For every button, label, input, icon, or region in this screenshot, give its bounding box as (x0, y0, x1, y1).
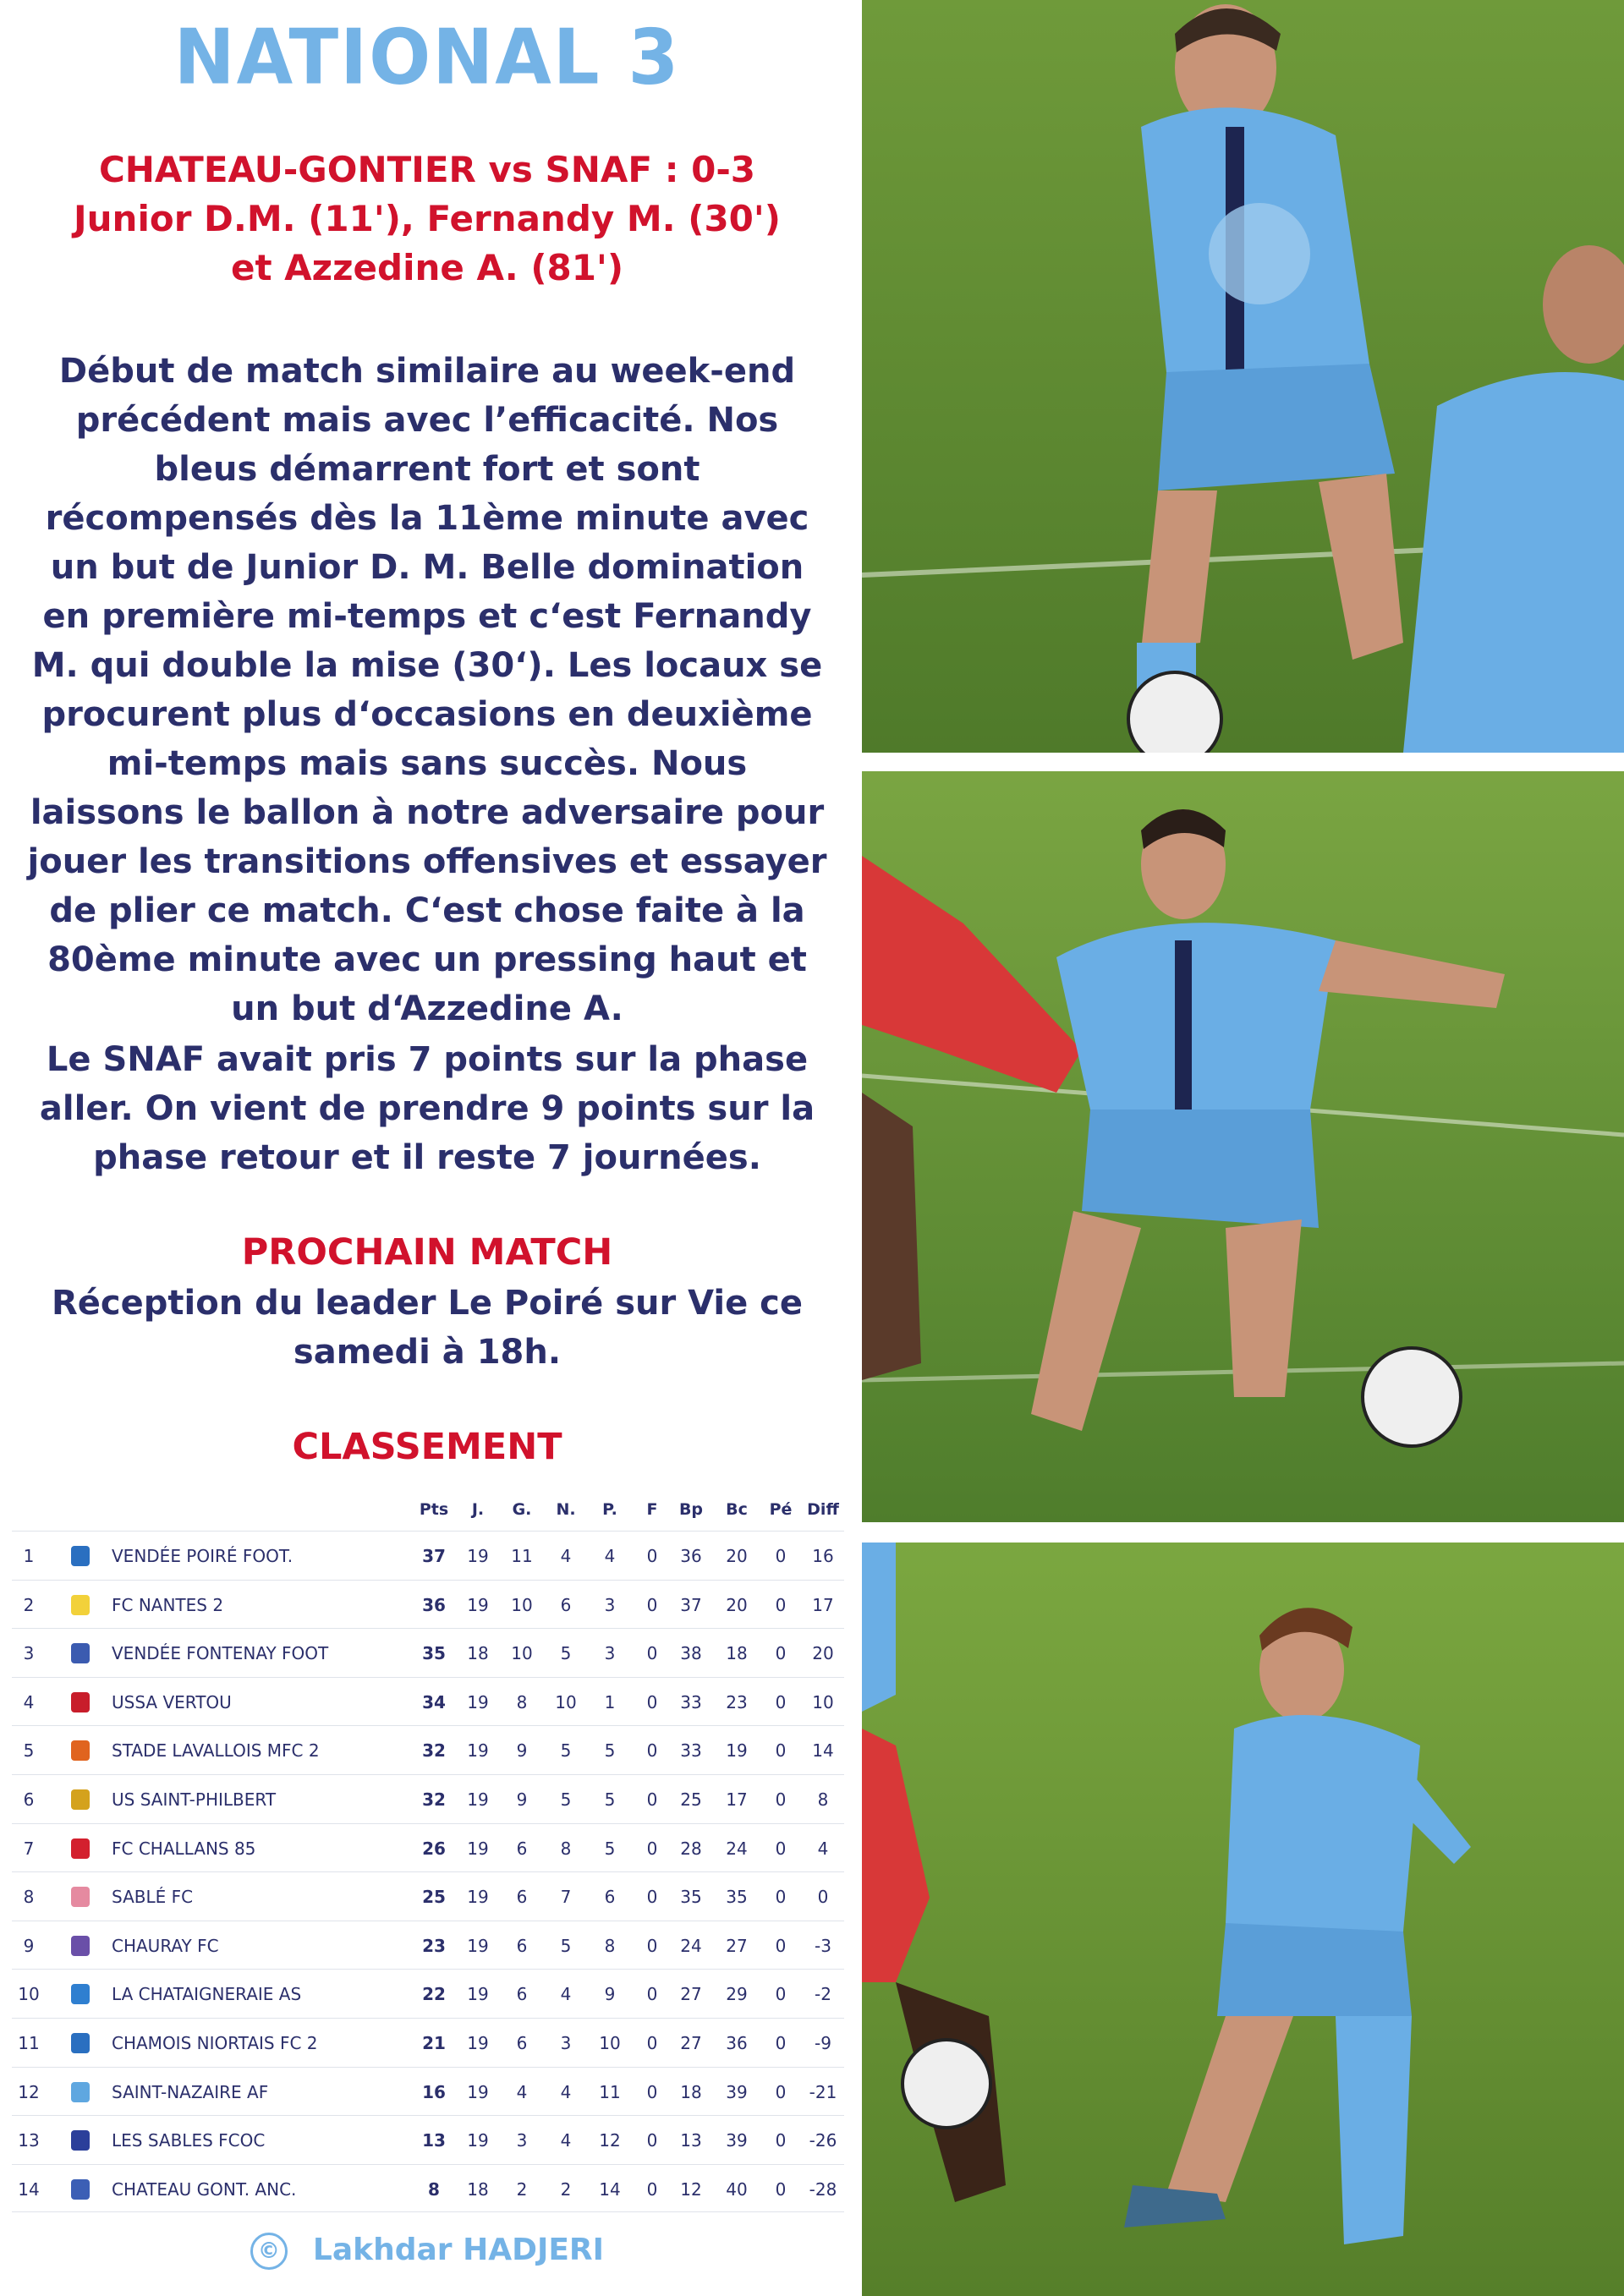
table-row (12, 1969, 844, 2018)
stat-cell-n: 6 (560, 1594, 572, 1615)
team-name-cell: VENDÉE POIRÉ FOOT. (112, 1546, 294, 1566)
stat-cell-n: 4 (560, 2081, 572, 2102)
stat-cell-pts: 8 (428, 2178, 440, 2200)
stat-cell-bc: 39 (726, 2130, 748, 2151)
rank-cell: 5 (23, 1740, 35, 1762)
stat-cell-bc: 20 (726, 1594, 748, 1615)
stat-cell-pe: 0 (775, 1984, 787, 2005)
team-name-cell: CHATEAU GONT. ANC. (112, 2178, 297, 2200)
stat-cell-diff: -26 (809, 2130, 837, 2151)
stat-cell-j: 18 (467, 2178, 489, 2200)
stat-cell-pe: 0 (775, 1691, 787, 1712)
stat-cell-pts: 37 (422, 1546, 446, 1566)
stat-cell-diff: 4 (817, 1838, 829, 1859)
stat-cell-bp: 13 (680, 2130, 702, 2151)
photographer-name: Lakhdar HADJERI (312, 2233, 605, 2267)
table-row (12, 2115, 844, 2164)
standings-body (12, 1531, 844, 2212)
stat-cell-j: 19 (467, 1838, 489, 1859)
stat-cell-j: 19 (467, 1789, 489, 1810)
table-row (12, 1725, 844, 1774)
table-row (12, 1774, 844, 1823)
stat-cell-p: 4 (604, 1546, 616, 1566)
table-row (12, 1628, 844, 1677)
club-crest-icon (71, 1643, 90, 1663)
stat-cell-diff: 8 (817, 1789, 829, 1810)
team-name-cell: USSA VERTOU (112, 1691, 232, 1712)
club-crest-icon (71, 2082, 90, 2102)
stat-cell-pe: 0 (775, 1643, 787, 1664)
stat-cell-n: 5 (560, 1935, 572, 1956)
stat-cell-bp: 35 (680, 1887, 702, 1908)
team-name-cell: CHAURAY FC (112, 1935, 219, 1956)
stat-cell-diff: -2 (815, 1984, 831, 2005)
stat-cell-pe: 0 (775, 2032, 787, 2053)
table-row (12, 1921, 844, 1970)
copyright-icon: © (250, 2233, 288, 2270)
club-crest-icon (71, 1789, 90, 1810)
player-photo-3 (862, 1543, 1624, 2296)
stat-cell-g: 2 (516, 2178, 528, 2200)
stat-cell-g: 6 (516, 1935, 528, 1956)
stat-cell-j: 18 (467, 1643, 489, 1664)
stat-cell-g: 10 (511, 1643, 533, 1664)
stat-cell-bp: 12 (680, 2178, 702, 2200)
rank-cell: 1 (23, 1546, 35, 1566)
stat-cell-j: 19 (467, 1984, 489, 2005)
stat-cell-n: 8 (560, 1838, 572, 1859)
stat-cell-f: 0 (646, 1546, 658, 1566)
stat-cell-j: 19 (467, 1887, 489, 1908)
table-row (12, 1580, 844, 1629)
club-crest-icon (71, 1984, 90, 2004)
stat-cell-pts: 34 (422, 1691, 446, 1712)
stat-cell-g: 6 (516, 1984, 528, 2005)
stat-cell-pts: 22 (422, 1984, 446, 2005)
stat-cell-f: 0 (646, 1594, 658, 1615)
stat-cell-pts: 16 (422, 2081, 446, 2102)
stat-cell-n: 2 (560, 2178, 572, 2200)
stat-cell-diff: -3 (815, 1935, 831, 1956)
rank-cell: 13 (18, 2130, 40, 2151)
stat-cell-f: 0 (646, 1789, 658, 1810)
stat-cell-bc: 39 (726, 2081, 748, 2102)
stat-cell-f: 0 (646, 1838, 658, 1859)
stat-cell-bp: 38 (680, 1643, 702, 1664)
stat-cell-diff: -9 (815, 2032, 831, 2053)
column-header-pe: Pé (769, 1500, 793, 1519)
stat-cell-f: 0 (646, 2130, 658, 2151)
stat-cell-g: 9 (516, 1740, 528, 1762)
stat-cell-n: 7 (560, 1887, 572, 1908)
stat-cell-f: 0 (646, 1935, 658, 1956)
stat-cell-bc: 27 (726, 1935, 748, 1956)
stat-cell-bc: 29 (726, 1984, 748, 2005)
match-score-line: CHATEAU-GONTIER vs SNAF : 0-3 (98, 149, 756, 190)
column-header-bc: Bc (726, 1500, 748, 1519)
standings-header (12, 1488, 844, 1531)
rank-cell: 7 (23, 1838, 35, 1859)
club-crest-icon (71, 1595, 90, 1615)
column-header-n: N. (556, 1500, 576, 1519)
stat-cell-p: 5 (604, 1789, 616, 1810)
match-report: Début de match similaire au week-end précédent mais avec l’efficacité. Nos bleus démarrent fort et sont récompensés dès la 11ème minute avec un but de Junior D. M. Belle domination en première mi-temps et c‘est Fernandy M. qui double la mise (30‘). Les locaux se procurent plus d‘occasions en deuxième mi-temps mais sans succès. Nous laissons le ballon à notre adversaire pour jouer les transitions offensives et essayer de plier ce match. C‘est chose faite à la 80ème minute avec un pressing haut et un but d‘Azzedine A. (27, 352, 827, 1028)
stat-cell-pts: 26 (422, 1838, 446, 1859)
column-header-pts: Pts (419, 1500, 449, 1519)
stat-cell-p: 5 (604, 1740, 616, 1762)
stat-cell-bp: 37 (680, 1594, 702, 1615)
stat-cell-pe: 0 (775, 1546, 787, 1566)
rank-cell: 4 (23, 1691, 35, 1712)
stat-cell-f: 0 (646, 1691, 658, 1712)
next-match-heading: PROCHAIN MATCH (241, 1231, 613, 1274)
column-header-f: F (646, 1500, 658, 1519)
rank-cell: 9 (23, 1935, 35, 1956)
stat-cell-j: 19 (467, 1594, 489, 1615)
stat-cell-f: 0 (646, 2032, 658, 2053)
rank-cell: 3 (23, 1643, 35, 1664)
standings-table (12, 1488, 844, 2212)
stat-cell-pts: 32 (422, 1740, 446, 1762)
column-header-p: P. (602, 1500, 617, 1519)
stat-cell-g: 6 (516, 1887, 528, 1908)
stat-cell-g: 3 (516, 2130, 528, 2151)
next-match-text: Réception du leader Le Poiré sur Vie ce samedi à 18h. (51, 1284, 804, 1372)
match-scorers-line-2: et Azzedine A. (81') (230, 247, 624, 288)
table-row (12, 2018, 844, 2067)
stat-cell-diff: -21 (809, 2081, 837, 2102)
photo-credit (0, 2233, 854, 2270)
stat-cell-pts: 13 (422, 2130, 446, 2151)
rank-cell: 10 (18, 1984, 40, 2005)
stat-cell-g: 6 (516, 1838, 528, 1859)
club-crest-icon (71, 2033, 90, 2053)
table-row (12, 2067, 844, 2116)
stat-cell-diff: -28 (809, 2178, 837, 2200)
table-row (12, 1871, 844, 1921)
club-crest-icon (71, 1546, 90, 1566)
stat-cell-diff: 20 (812, 1643, 834, 1664)
stat-cell-bp: 28 (680, 1838, 702, 1859)
club-crest-icon (71, 1887, 90, 1907)
stat-cell-bc: 19 (726, 1740, 748, 1762)
stat-cell-bc: 35 (726, 1887, 748, 1908)
player-photo-2 (862, 771, 1624, 1522)
stat-cell-bc: 18 (726, 1643, 748, 1664)
stat-cell-pe: 0 (775, 2178, 787, 2200)
team-name-cell: SAINT-NAZAIRE AF (112, 2081, 269, 2102)
table-row (12, 1531, 844, 1580)
stat-cell-diff: 10 (812, 1691, 834, 1712)
stat-cell-g: 4 (516, 2081, 528, 2102)
stat-cell-pe: 0 (775, 1838, 787, 1859)
table-row (12, 2164, 844, 2213)
stat-cell-n: 5 (560, 1740, 572, 1762)
column-header-bp: Bp (678, 1500, 704, 1519)
team-name-cell: FC NANTES 2 (112, 1594, 224, 1615)
rank-cell: 8 (23, 1887, 35, 1908)
stat-cell-diff: 0 (817, 1887, 829, 1908)
stat-cell-bp: 18 (680, 2081, 702, 2102)
stat-cell-p: 8 (604, 1935, 616, 1956)
stat-cell-pe: 0 (775, 2130, 787, 2151)
table-row (12, 1823, 844, 1872)
stat-cell-bc: 23 (726, 1691, 748, 1712)
stat-cell-bp: 27 (680, 2032, 702, 2053)
team-name-cell: VENDÉE FONTENAY FOOT (112, 1643, 329, 1664)
stat-cell-bp: 24 (680, 1935, 702, 1956)
stat-cell-diff: 17 (812, 1594, 834, 1615)
stat-cell-g: 11 (511, 1546, 533, 1566)
stat-cell-f: 0 (646, 1887, 658, 1908)
stat-cell-pe: 0 (775, 1740, 787, 1762)
rank-cell: 11 (18, 2032, 40, 2053)
stat-cell-diff: 16 (812, 1546, 834, 1566)
stat-cell-bc: 40 (726, 2178, 748, 2200)
rank-cell: 14 (18, 2178, 40, 2200)
stat-cell-j: 19 (467, 2130, 489, 2151)
stat-cell-n: 3 (560, 2032, 572, 2053)
team-name-cell: SABLÉ FC (112, 1887, 194, 1908)
club-crest-icon (71, 1692, 90, 1712)
stat-cell-j: 19 (467, 2032, 489, 2053)
stat-cell-p: 12 (599, 2130, 621, 2151)
table-row (12, 1677, 844, 1726)
stat-cell-pts: 25 (422, 1887, 446, 1908)
stat-cell-bc: 17 (726, 1789, 748, 1810)
team-name-cell: US SAINT-PHILBERT (112, 1789, 277, 1810)
stat-cell-p: 3 (604, 1643, 616, 1664)
stat-cell-p: 5 (604, 1838, 616, 1859)
stat-cell-bc: 24 (726, 1838, 748, 1859)
team-name-cell: STADE LAVALLOIS MFC 2 (112, 1740, 320, 1762)
stat-cell-bp: 33 (680, 1691, 702, 1712)
stat-cell-pts: 35 (422, 1643, 446, 1664)
rank-cell: 2 (23, 1594, 35, 1615)
stat-cell-bp: 27 (680, 1984, 702, 2005)
stat-cell-bp: 36 (680, 1546, 702, 1566)
club-crest-icon (71, 1936, 90, 1956)
page-title: NATIONAL 3 (173, 13, 681, 102)
stat-cell-g: 10 (511, 1594, 533, 1615)
stat-cell-pe: 0 (775, 1935, 787, 1956)
club-crest-icon (71, 2130, 90, 2151)
stat-cell-bc: 36 (726, 2032, 748, 2053)
stat-cell-n: 4 (560, 1984, 572, 2005)
club-crest-icon (71, 1838, 90, 1859)
stat-cell-p: 1 (604, 1691, 616, 1712)
stat-cell-pts: 36 (422, 1594, 446, 1615)
stat-cell-p: 11 (599, 2081, 621, 2102)
stat-cell-pts: 21 (422, 2032, 446, 2053)
standings-heading: CLASSEMENT (292, 1426, 562, 1468)
stat-cell-f: 0 (646, 2081, 658, 2102)
stat-cell-f: 0 (646, 2178, 658, 2200)
column-header-j: J. (471, 1500, 485, 1519)
player-photo-1 (862, 0, 1624, 753)
match-scorers-line: Junior D.M. (11'), Fernandy M. (30') (74, 198, 781, 239)
stat-cell-g: 6 (516, 2032, 528, 2053)
stat-cell-j: 19 (467, 1740, 489, 1762)
stat-cell-p: 3 (604, 1594, 616, 1615)
stat-cell-j: 19 (467, 1546, 489, 1566)
team-name-cell: FC CHALLANS 85 (112, 1838, 256, 1859)
rank-cell: 6 (23, 1789, 35, 1810)
stat-cell-g: 9 (516, 1789, 528, 1810)
stat-cell-pe: 0 (775, 1594, 787, 1615)
stat-cell-n: 4 (560, 1546, 572, 1566)
stat-cell-bc: 20 (726, 1546, 748, 1566)
stat-cell-f: 0 (646, 1740, 658, 1762)
stat-cell-pts: 23 (422, 1935, 446, 1956)
club-crest-icon (71, 2179, 90, 2200)
rank-cell: 12 (18, 2081, 40, 2102)
stat-cell-j: 19 (467, 1691, 489, 1712)
team-name-cell: CHAMOIS NIORTAIS FC 2 (112, 2032, 318, 2053)
stat-cell-n: 5 (560, 1643, 572, 1664)
stat-cell-pe: 0 (775, 2081, 787, 2102)
season-summary: Le SNAF avait pris 7 points sur la phase aller. On vient de prendre 9 points sur la phase retour et il reste 7 journées. (39, 1040, 815, 1177)
stat-cell-pe: 0 (775, 1887, 787, 1908)
club-crest-icon (71, 1740, 90, 1761)
stat-cell-j: 19 (467, 1935, 489, 1956)
match-result (0, 145, 854, 293)
column-header-g: G. (512, 1500, 532, 1519)
team-name-cell: LES SABLES FCOC (112, 2130, 266, 2151)
stat-cell-n: 10 (555, 1691, 577, 1712)
stat-cell-g: 8 (516, 1691, 528, 1712)
stat-cell-n: 5 (560, 1789, 572, 1810)
stat-cell-f: 0 (646, 1984, 658, 2005)
stat-cell-pts: 32 (422, 1789, 446, 1810)
stat-cell-n: 4 (560, 2130, 572, 2151)
stat-cell-p: 9 (604, 1984, 616, 2005)
stat-cell-diff: 14 (812, 1740, 834, 1762)
stat-cell-j: 19 (467, 2081, 489, 2102)
stat-cell-p: 10 (599, 2032, 621, 2053)
stat-cell-p: 6 (604, 1887, 616, 1908)
stat-cell-pe: 0 (775, 1789, 787, 1810)
column-header-diff: Diff (807, 1500, 839, 1519)
stat-cell-p: 14 (599, 2178, 621, 2200)
stat-cell-f: 0 (646, 1643, 658, 1664)
stat-cell-bp: 25 (680, 1789, 702, 1810)
team-name-cell: LA CHATAIGNERAIE AS (112, 1984, 302, 2005)
stat-cell-bp: 33 (680, 1740, 702, 1762)
